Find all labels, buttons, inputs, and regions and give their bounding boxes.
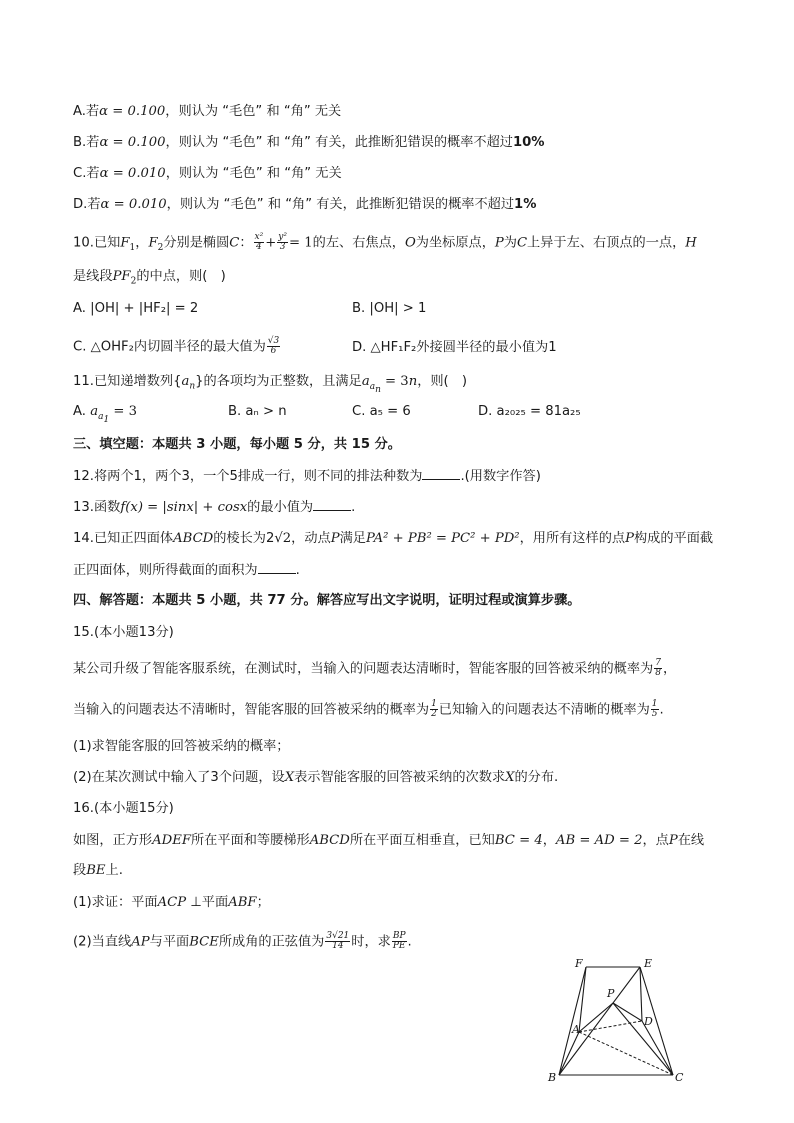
frac-bp-pe: $\frac{BP}{PE}$	[392, 931, 406, 951]
q10-stem-line1: 10.已知$F_1$，$F_2$分别是椭圆C： $\frac{\text{x²}}{4}$ + $\frac{\text{y²}}{3}$ = 1的左、右焦点，O为坐标原点，P为C上异于左、右顶点的一点，H	[73, 232, 697, 254]
label-p: P	[607, 987, 615, 1000]
q16-para-line2: 段BE上.	[73, 863, 123, 878]
edge-dc	[642, 1021, 673, 1075]
q11-option-d: D. a₂₀₂₅ = 81a₂₅	[478, 404, 581, 419]
q11-option-b: B. aₙ > n	[228, 404, 287, 419]
q15-para2: 当输入的问题表达不清晰时，智能客服的回答被采纳的概率为 $\frac{1}{2}$ 已知输入的问题表达不清晰的概率为 $\frac{1}{5}$ .	[73, 699, 664, 719]
edge-fb	[559, 967, 586, 1075]
label-b: B	[548, 1071, 557, 1084]
q11-option-a: A. $a_{a_1} = 3$	[73, 404, 137, 425]
q15-heading: 15.(本小题13分)	[73, 625, 174, 640]
label-c: C	[675, 1071, 684, 1084]
q9-option-c: C.若α = 0.010，则认为 “毛色” 和 “角” 无关	[73, 166, 342, 181]
edge-ac-dashed	[579, 1032, 673, 1075]
frac-y2-3: $\frac{\text{y²}}{3}$	[278, 232, 287, 252]
q9-option-d: D.若α = 0.010，则认为 “毛色” 和 “角” 有关，此推断犯错误的概率不超过1%	[73, 197, 537, 212]
geometry-figure	[540, 955, 700, 1085]
q12: 12.将两个1，两个3，一个5排成一行，则不同的排法种数为 .(用数字作答)	[73, 469, 541, 484]
q13-answer-blank	[313, 498, 351, 511]
frac-1-5: $\frac{1}{5}$	[651, 699, 658, 719]
edge-pd	[613, 1003, 642, 1021]
section-4-heading: 四、解答题：本题共 5 小题，共 77 分。解答应写出文字说明，证明过程或演算步骤。	[73, 593, 581, 608]
q11-option-c: C. a₅ = 6	[352, 404, 411, 419]
q10-option-a: A. |OH| + |HF₂| = 2	[73, 301, 199, 316]
q10-stem-line2: 是线段$PF_2$的中点，则( )	[73, 269, 226, 287]
q14-answer-blank	[258, 561, 296, 574]
q16-para-line1: 如图，正方形ADEF所在平面和等腰梯形ABCD所在平面互相垂直，已知BC = 4，AB = AD = 2，点P在线	[73, 833, 705, 848]
frac-sqrt3-6: $\frac{√3}{6}$	[267, 336, 280, 356]
label-a: A	[572, 1023, 580, 1036]
section-3-heading: 三、填空题：本题共 3 小题，每小题 5 分，共 15 分。	[73, 437, 401, 452]
label-e: E	[644, 957, 653, 970]
q13: 13.函数f(x) = |sinx| + cosx的最小值为 .	[73, 500, 356, 515]
q10-option-c: C. △OHF₂内切圆半径的最大值为 $\frac{√3}{6}$	[73, 336, 280, 356]
edge-ed	[640, 967, 642, 1021]
q12-answer-blank	[422, 467, 460, 480]
q11-stem: 11.已知递增数列$\{a_n\}$的各项均为正整数，且满足$a_{a_n} = 3n$，则( )	[73, 374, 468, 395]
q14-line1: 14.已知正四面体ABCD的棱长为2√2，动点P满足PA² + PB² = PC² + PD²，用所有这样的点P构成的平面截	[73, 531, 714, 546]
frac-7-8: $\frac{7}{8}$	[655, 658, 661, 678]
q9-option-b: B.若α = 0.100，则认为 “毛色” 和 “角” 有关，此推断犯错误的概率不超过10%	[73, 135, 545, 150]
q16-sub1: (1)求证：平面ACP ⊥平面ABF；	[73, 895, 270, 910]
edge-fa	[579, 967, 586, 1032]
label-f: F	[575, 957, 583, 970]
q15-sub2: (2)在某次测试中输入了3个问题，设X表示智能客服的回答被采纳的次数求X的分布.	[73, 770, 559, 785]
q9-option-a: A.若α = 0.100，则认为 “毛色” 和 “角” 无关	[73, 104, 342, 119]
label-d: D	[644, 1015, 653, 1028]
frac-3sqrt21-14: $\frac{3√21}{14}$	[326, 931, 350, 951]
q10-option-b: B. |OH| > 1	[352, 301, 427, 316]
q16-sub2: (2)当直线AP与平面BCE所成角的正弦值为 $\frac{3√21}{14}$ 时，求 $\frac{BP}{PE}$ .	[73, 931, 412, 951]
edge-pa	[579, 1003, 613, 1032]
q10-option-d: D. △HF₁F₂外接圆半径的最小值为1	[352, 340, 557, 355]
edge-pc	[613, 1003, 673, 1075]
frac-x2-4: $\frac{\text{x²}}{4}$	[254, 232, 264, 252]
q16-heading: 16.(本小题15分)	[73, 801, 174, 816]
frac-1-2: $\frac{1}{2}$	[431, 699, 437, 719]
q15-sub1: (1)求智能客服的回答被采纳的概率；	[73, 739, 290, 754]
q14-line2: 正四面体，则所得截面的面积为 .	[73, 563, 300, 578]
q15-para1: 某公司升级了智能客服系统，在测试时，当输入的问题表达清晰时，智能客服的回答被采纳的概率为 $\frac{7}{8}$ ，	[73, 658, 677, 678]
edge-ab	[559, 1032, 579, 1075]
